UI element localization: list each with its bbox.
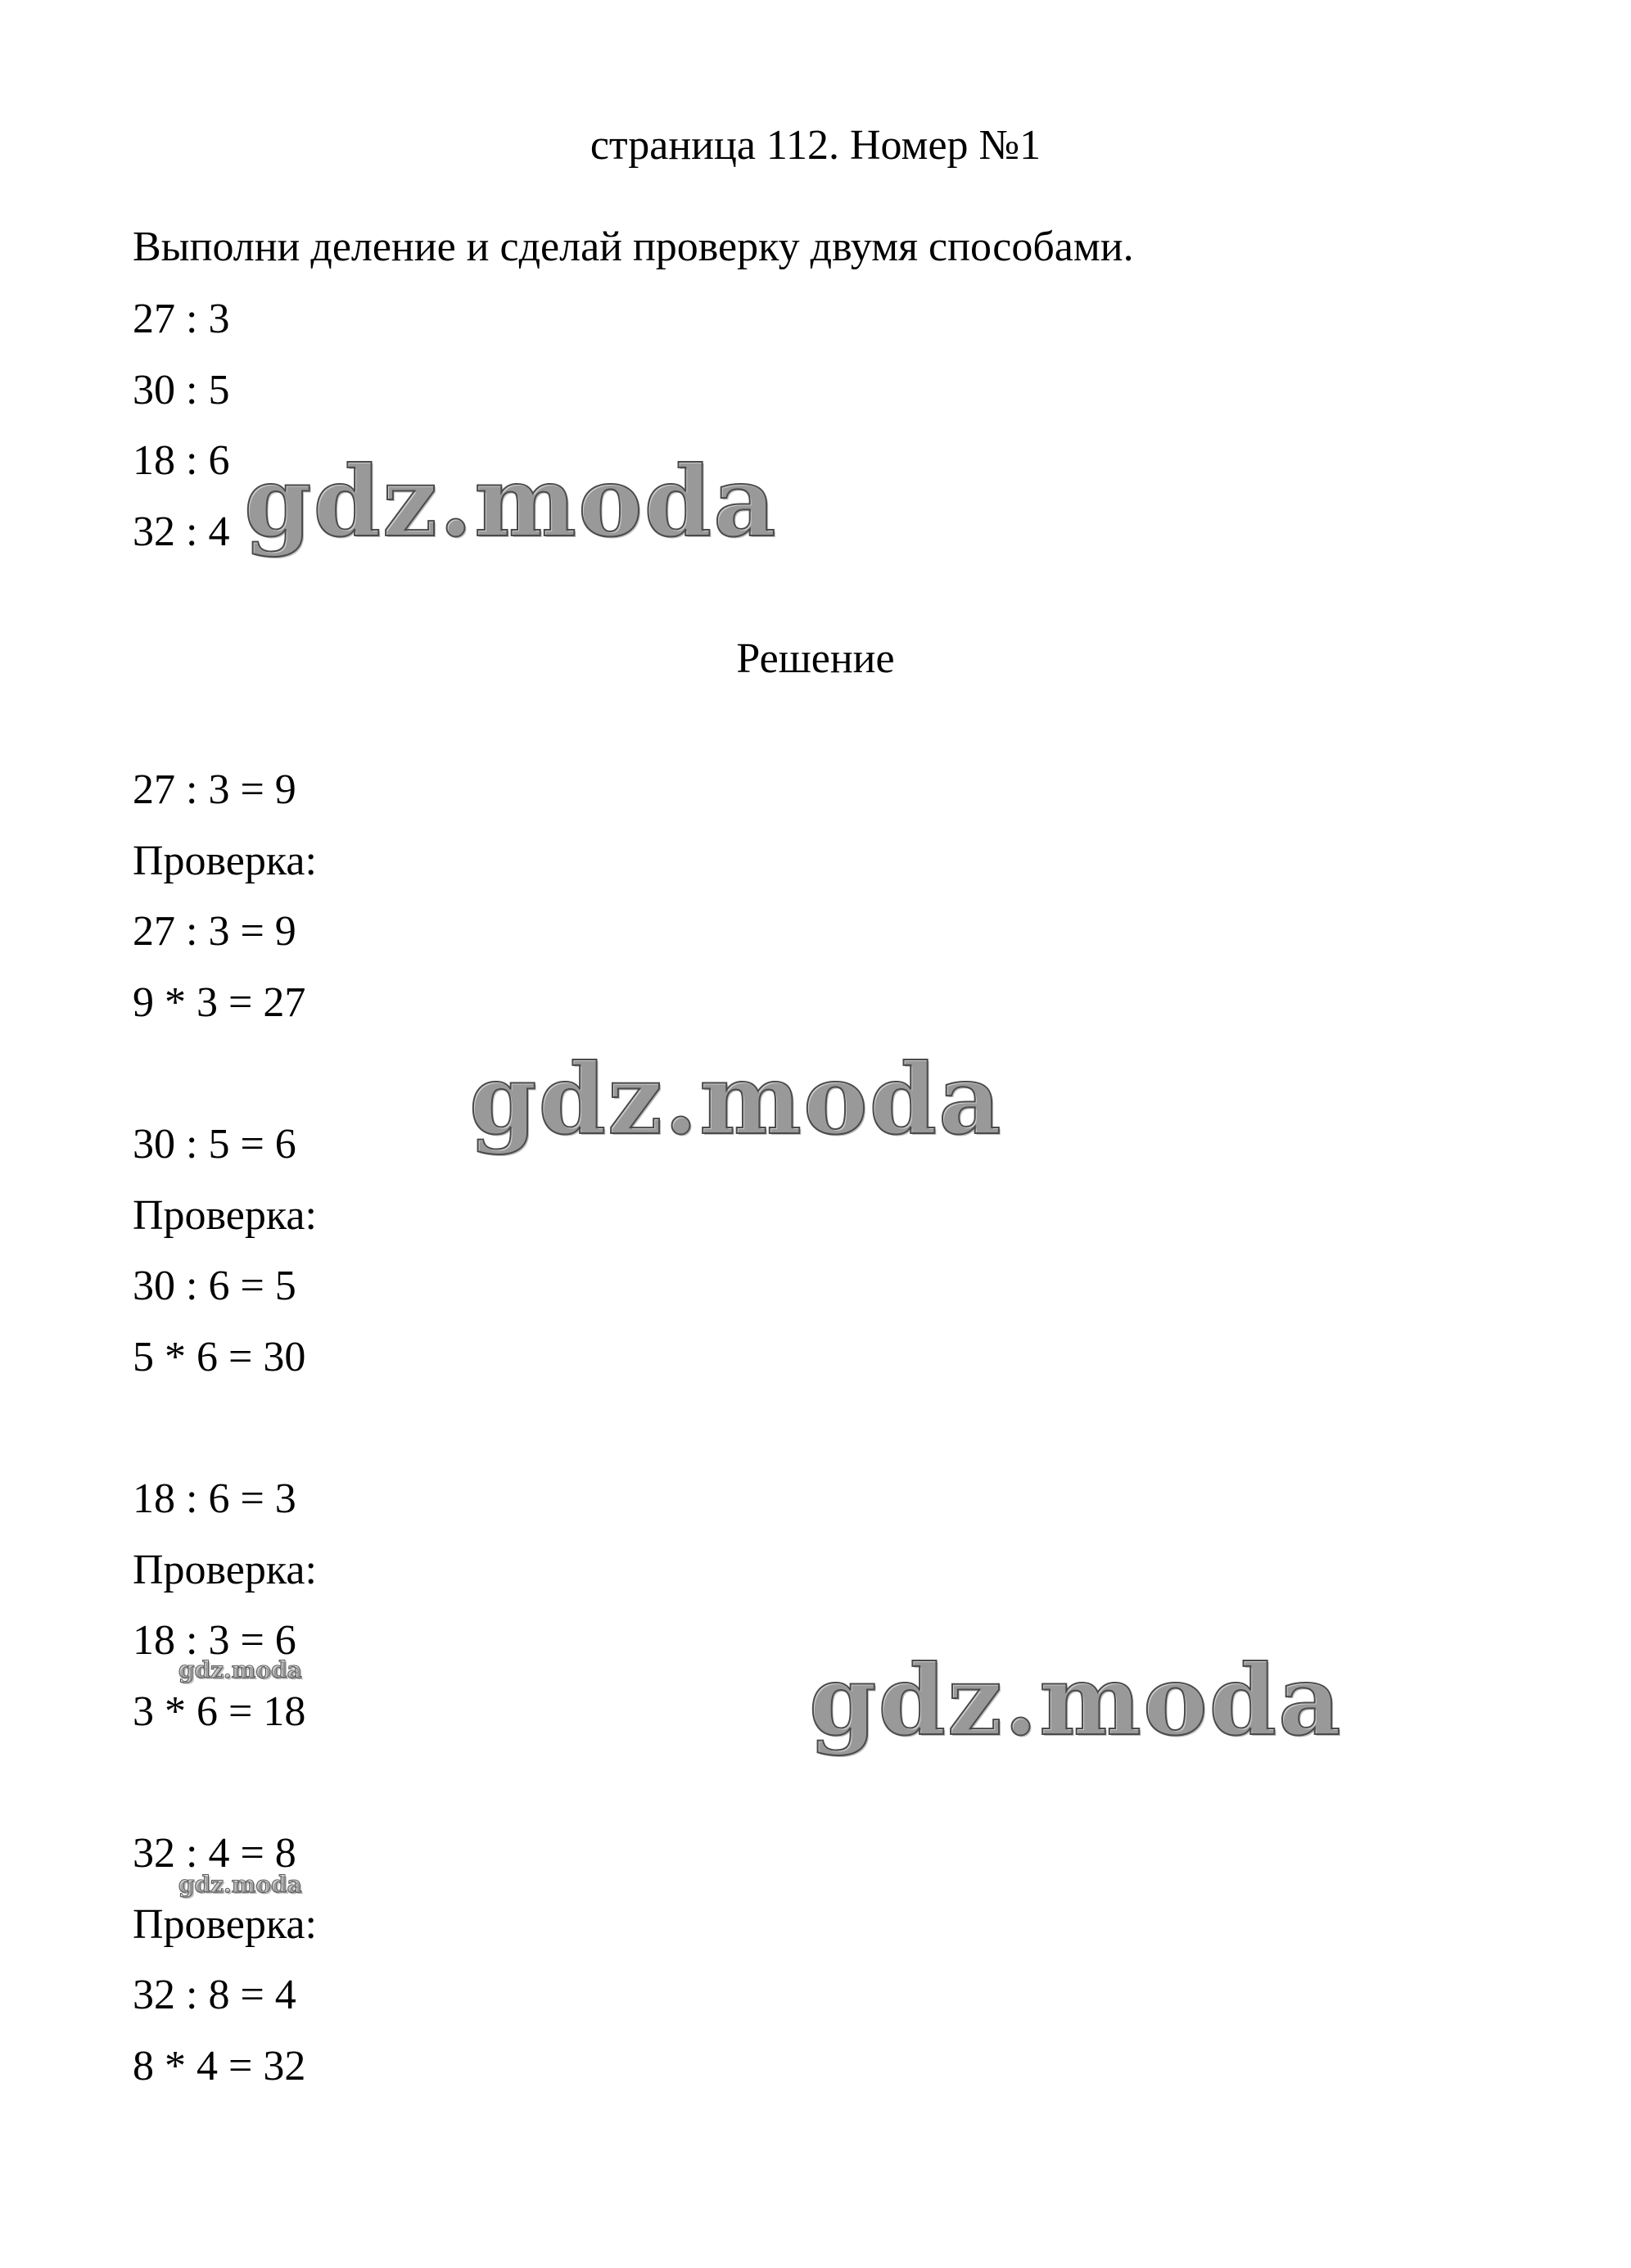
check-division: 30 : 6 = 5 (133, 1263, 296, 1309)
solution-answer: 27 : 3 = 9 (133, 766, 296, 813)
page-title: страница 112. Номер №1 (590, 122, 1041, 169)
check-label: Проверка: (133, 838, 317, 884)
watermark-logo: gdz.moda (244, 445, 778, 558)
solution-heading: Решение (736, 635, 895, 682)
check-multiplication: 8 * 4 = 32 (133, 2043, 306, 2090)
watermark-logo-small: gdz.moda (178, 1871, 302, 1898)
task-problem: 18 : 6 (133, 437, 230, 484)
task-problem: 27 : 3 (133, 296, 230, 342)
check-division: 32 : 8 = 4 (133, 1972, 296, 2018)
check-label: Проверка: (133, 1901, 317, 1948)
check-multiplication: 9 * 3 = 27 (133, 979, 306, 1026)
watermark-logo-small: gdz.moda (178, 1656, 302, 1683)
check-label: Проверка: (133, 1192, 317, 1239)
check-division: 18 : 3 = 6 (133, 1617, 296, 1664)
solution-answer: 18 : 6 = 3 (133, 1475, 296, 1522)
solution-answer: 32 : 4 = 8 (133, 1830, 296, 1877)
task-problem: 30 : 5 (133, 367, 230, 413)
check-division: 27 : 3 = 9 (133, 908, 296, 955)
check-label: Проверка: (133, 1547, 317, 1593)
check-multiplication: 3 * 6 = 18 (133, 1688, 306, 1735)
task-instruction: Выполни деление и сделай проверку двумя способами. (133, 224, 1134, 270)
solution-answer: 30 : 5 = 6 (133, 1121, 296, 1168)
task-problem: 32 : 4 (133, 508, 230, 555)
check-multiplication: 5 * 6 = 30 (133, 1334, 306, 1380)
watermark-logo: gdz.moda (809, 1643, 1343, 1757)
watermark-logo: gdz.moda (469, 1042, 1003, 1156)
